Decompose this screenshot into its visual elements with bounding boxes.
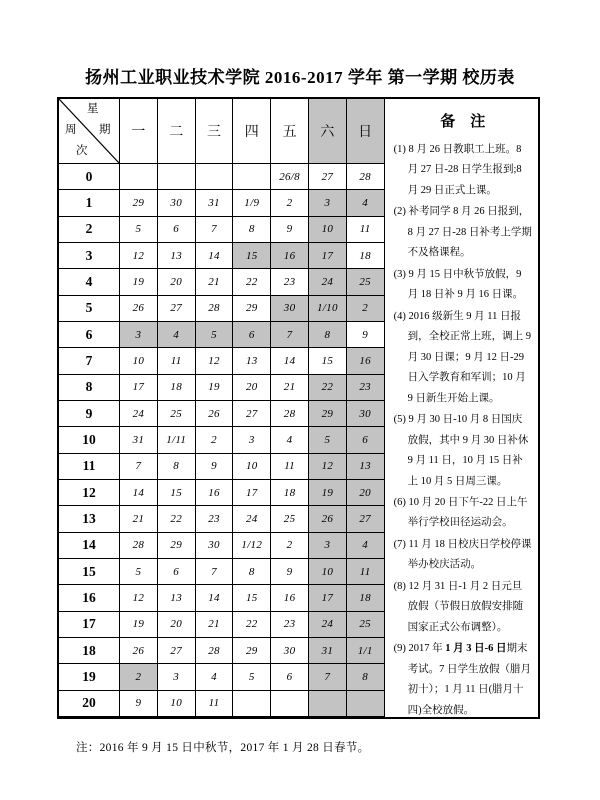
- date-cell-w2-d4: 8: [233, 217, 271, 243]
- date-cell-w20-d5: [271, 691, 309, 717]
- date-cell-w15-d1: 5: [120, 559, 158, 585]
- date-cell-w8-d7: 23: [347, 375, 385, 401]
- remark-note-text: 10 月 20 日下午-22 日上午举行学校田径运动会。: [407, 496, 528, 529]
- remark-note-text: 9 月 30 日-10 月 8 日国庆放假，其中 9 月 30 日补休 9 月 11 日，10 月 15 日补上 10 月 5 日周三课。: [407, 414, 529, 487]
- date-cell-w5-d3: 28: [196, 296, 234, 322]
- date-cell-w17-d4: 22: [233, 612, 271, 638]
- date-cell-w9-d6: 29: [309, 401, 347, 427]
- date-cell-w18-d2: 27: [158, 638, 196, 664]
- date-cell-w6-d2: 4: [158, 322, 196, 348]
- date-cell-w20-d4: [233, 691, 271, 717]
- date-cell-w9-d3: 26: [196, 401, 234, 427]
- remark-note-text: 8 月 26 日教职工上班。8 月 27 日-28 日学生报到;8 月 29 日正式上课。: [407, 144, 522, 196]
- date-cell-w10-d6: 5: [309, 427, 347, 453]
- date-cell-w0-d5: 26/8: [271, 164, 309, 190]
- date-cell-w10-d3: 2: [196, 427, 234, 453]
- date-cell-w4-d4: 22: [233, 269, 271, 295]
- corner-week-char-1: 周: [65, 124, 77, 136]
- remark-note-text: 11 月 18 日校庆日学校停课举办校庆活动。: [407, 538, 532, 571]
- date-cell-w13-d2: 22: [158, 506, 196, 532]
- date-cell-w10-d7: 6: [347, 427, 385, 453]
- date-cell-w16-d6: 17: [309, 585, 347, 611]
- date-cell-w6-d3: 5: [196, 322, 234, 348]
- date-cell-w13-d3: 23: [196, 506, 234, 532]
- week-number-cell-3: 3: [59, 243, 120, 269]
- week-number-cell-0: 0: [59, 164, 120, 190]
- remark-note-4: [394, 307, 532, 409]
- date-cell-w14-d4: 1/12: [233, 533, 271, 559]
- date-cell-w10-d2: 1/11: [158, 427, 196, 453]
- date-cell-w12-d7: 20: [347, 480, 385, 506]
- week-number-cell-13: 13: [59, 506, 120, 532]
- remark-note-2: [394, 202, 532, 263]
- date-cell-w3-d6: 17: [309, 243, 347, 269]
- week-number-cell-16: 16: [59, 585, 120, 611]
- date-cell-w14-d6: 3: [309, 533, 347, 559]
- day-header-1: 一: [120, 99, 158, 164]
- date-cell-w14-d1: 28: [120, 533, 158, 559]
- date-cell-w0-d7: 28: [347, 164, 385, 190]
- date-cell-w17-d5: 23: [271, 612, 309, 638]
- date-cell-w0-d4: [233, 164, 271, 190]
- date-cell-w15-d4: 8: [233, 559, 271, 585]
- date-cell-w6-d6: 8: [309, 322, 347, 348]
- date-cell-w1-d1: 29: [120, 190, 158, 216]
- date-cell-w14-d2: 29: [158, 533, 196, 559]
- calendar-footnote: 注：2016 年 9 月 15 日中秋节，2017 年 1 月 28 日春节。: [76, 742, 370, 754]
- date-cell-w5-d5: 30: [271, 296, 309, 322]
- remark-note-number: (1): [393, 144, 409, 155]
- date-cell-w13-d4: 24: [233, 506, 271, 532]
- week-number-cell-18: 18: [59, 638, 120, 664]
- date-cell-w11-d5: 11: [271, 454, 309, 480]
- date-cell-w18-d1: 26: [120, 638, 158, 664]
- date-cell-w7-d2: 11: [158, 348, 196, 374]
- corner-weekday-char-1: 星: [87, 103, 99, 115]
- date-cell-w15-d3: 7: [196, 559, 234, 585]
- date-cell-w0-d2: [158, 164, 196, 190]
- remark-note-number: (8): [393, 580, 409, 592]
- remark-note-9: [394, 639, 532, 721]
- week-number-cell-1: 1: [59, 190, 120, 216]
- remarks-title: 备 注: [440, 114, 486, 130]
- date-cell-w12-d2: 15: [158, 480, 196, 506]
- week-number-cell-17: 17: [59, 612, 120, 638]
- date-cell-w6-d5: 7: [271, 322, 309, 348]
- date-cell-w7-d5: 14: [271, 348, 309, 374]
- date-cell-w8-d1: 17: [120, 375, 158, 401]
- corner-week-char-2: 次: [76, 145, 88, 157]
- week-number-cell-14: 14: [59, 533, 120, 559]
- date-cell-w4-d5: 23: [271, 269, 309, 295]
- date-cell-w3-d3: 14: [196, 243, 234, 269]
- date-cell-w5-d4: 29: [233, 296, 271, 322]
- date-cell-w8-d2: 18: [158, 375, 196, 401]
- date-cell-w14-d7: 4: [347, 533, 385, 559]
- date-cell-w13-d7: 27: [347, 506, 385, 532]
- date-cell-w0-d1: [120, 164, 158, 190]
- remark-note-number: (3): [393, 268, 409, 280]
- date-cell-w13-d1: 21: [120, 506, 158, 532]
- date-cell-w19-d1: 2: [120, 664, 158, 690]
- date-cell-w20-d3: 11: [196, 691, 234, 717]
- week-number-cell-20: 20: [59, 691, 120, 717]
- date-cell-w11-d2: 8: [158, 454, 196, 480]
- remark-note-text: 2016 级新生 9 月 11 日报到，全校正常上班，调上 9 月 30 日课；9 月 12 日-29 日入学教育和军训；10 月 9 日新生开始上课。: [407, 310, 531, 404]
- week-number-cell-5: 5: [59, 296, 120, 322]
- date-cell-w1-d5: 2: [271, 190, 309, 216]
- date-cell-w2-d2: 6: [158, 217, 196, 243]
- date-cell-w16-d1: 12: [120, 585, 158, 611]
- date-cell-w17-d2: 20: [158, 612, 196, 638]
- date-cell-w2-d5: 9: [271, 217, 309, 243]
- corner-weekday-char-2: 期: [99, 124, 111, 136]
- date-cell-w15-d2: 6: [158, 559, 196, 585]
- date-cell-w4-d7: 25: [347, 269, 385, 295]
- date-cell-w17-d6: 24: [309, 612, 347, 638]
- remark-note-3: [394, 265, 532, 306]
- date-cell-w16-d5: 16: [271, 585, 309, 611]
- date-cell-w2-d1: 5: [120, 217, 158, 243]
- remark-note-number: (5): [393, 414, 409, 426]
- remark-note-1: [394, 140, 532, 201]
- week-number-cell-8: 8: [59, 375, 120, 401]
- week-number-cell-11: 11: [59, 454, 120, 480]
- week-number-cell-15: 15: [59, 559, 120, 585]
- date-cell-w2-d3: 7: [196, 217, 234, 243]
- week-number-cell-10: 10: [59, 427, 120, 453]
- academic-calendar-table: [57, 97, 540, 719]
- date-cell-w6-d1: 3: [120, 322, 158, 348]
- remark-note-text: 期末考试。7 日学生放假（腊月初十）；1 月 11 日(腊月十四)全校放假。: [407, 643, 531, 716]
- date-cell-w3-d1: 12: [120, 243, 158, 269]
- date-cell-w18-d3: 28: [196, 638, 234, 664]
- date-cell-w17-d3: 21: [196, 612, 234, 638]
- date-cell-w7-d1: 10: [120, 348, 158, 374]
- date-cell-w16-d2: 13: [158, 585, 196, 611]
- remark-note-number: (9): [393, 643, 409, 655]
- date-cell-w9-d4: 27: [233, 401, 271, 427]
- remarks-column: [385, 99, 538, 717]
- remark-note-text: 1 月 3 日-6 日: [445, 643, 507, 655]
- date-cell-w9-d5: 28: [271, 401, 309, 427]
- date-cell-w5-d1: 26: [120, 296, 158, 322]
- date-cell-w4-d2: 20: [158, 269, 196, 295]
- date-cell-w10-d1: 31: [120, 427, 158, 453]
- date-cell-w5-d6: 1/10: [309, 296, 347, 322]
- date-cell-w15-d5: 9: [271, 559, 309, 585]
- day-header-4: 四: [233, 99, 271, 164]
- date-cell-w19-d5: 6: [271, 664, 309, 690]
- date-cell-w8-d6: 22: [309, 375, 347, 401]
- date-cell-w9-d7: 30: [347, 401, 385, 427]
- corner-cell: [59, 99, 120, 164]
- week-number-cell-12: 12: [59, 480, 120, 506]
- date-cell-w3-d4: 15: [233, 243, 271, 269]
- date-cell-w17-d1: 19: [120, 612, 158, 638]
- date-cell-w19-d2: 3: [158, 664, 196, 690]
- date-cell-w19-d7: 8: [347, 664, 385, 690]
- date-cell-w16-d3: 14: [196, 585, 234, 611]
- date-cell-w4-d1: 19: [120, 269, 158, 295]
- date-cell-w12-d3: 16: [196, 480, 234, 506]
- date-cell-w18-d6: 31: [309, 638, 347, 664]
- date-cell-w11-d1: 7: [120, 454, 158, 480]
- week-number-cell-4: 4: [59, 269, 120, 295]
- date-cell-w3-d2: 13: [158, 243, 196, 269]
- date-cell-w8-d5: 21: [271, 375, 309, 401]
- remark-note-8: [394, 577, 532, 638]
- date-cell-w15-d6: 10: [309, 559, 347, 585]
- date-cell-w20-d2: 10: [158, 691, 196, 717]
- date-cell-w19-d4: 5: [233, 664, 271, 690]
- date-cell-w7-d3: 12: [196, 348, 234, 374]
- date-cell-w1-d6: 3: [309, 190, 347, 216]
- remark-note-number: (6): [393, 496, 409, 508]
- date-cell-w7-d4: 13: [233, 348, 271, 374]
- date-cell-w11-d6: 12: [309, 454, 347, 480]
- date-cell-w2-d7: 11: [347, 217, 385, 243]
- date-cell-w6-d7: 9: [347, 322, 385, 348]
- date-cell-w18-d5: 30: [271, 638, 309, 664]
- date-cell-w0-d3: [196, 164, 234, 190]
- date-cell-w1-d7: 4: [347, 190, 385, 216]
- date-cell-w17-d7: 25: [347, 612, 385, 638]
- date-cell-w13-d6: 26: [309, 506, 347, 532]
- day-header-6: 六: [309, 99, 347, 164]
- remark-note-number: (7): [393, 538, 409, 550]
- date-cell-w7-d6: 15: [309, 348, 347, 374]
- remark-note-5: [394, 410, 532, 492]
- date-cell-w3-d7: 18: [347, 243, 385, 269]
- date-cell-w20-d7: [347, 691, 385, 717]
- date-cell-w3-d5: 16: [271, 243, 309, 269]
- date-cell-w11-d4: 10: [233, 454, 271, 480]
- date-cell-w20-d6: [309, 691, 347, 717]
- date-cell-w5-d7: 2: [347, 296, 385, 322]
- date-cell-w19-d3: 4: [196, 664, 234, 690]
- date-cell-w20-d1: 9: [120, 691, 158, 717]
- week-number-cell-9: 9: [59, 401, 120, 427]
- remark-note-number: (4): [393, 310, 409, 322]
- date-cell-w4-d3: 21: [196, 269, 234, 295]
- date-cell-w12-d6: 19: [309, 480, 347, 506]
- date-cell-w14-d5: 2: [271, 533, 309, 559]
- remark-note-text: 9 月 15 日中秋节放假，9 月 18 日补 9 月 16 日课。: [407, 268, 524, 301]
- date-cell-w9-d1: 24: [120, 401, 158, 427]
- date-cell-w1-d4: 1/9: [233, 190, 271, 216]
- date-cell-w8-d4: 20: [233, 375, 271, 401]
- remark-note-6: [394, 493, 532, 534]
- date-cell-w2-d6: 10: [309, 217, 347, 243]
- date-cell-w12-d4: 17: [233, 480, 271, 506]
- date-cell-w10-d5: 4: [271, 427, 309, 453]
- date-cell-w18-d7: 1/1: [347, 638, 385, 664]
- remark-note-number: (2): [393, 206, 409, 218]
- date-cell-w18-d4: 29: [233, 638, 271, 664]
- day-header-5: 五: [271, 99, 309, 164]
- remark-note-text: 2017 年: [408, 643, 446, 655]
- page-title: 扬州工业职业技术学院 2016-2017 学年 第一学期 校历表: [85, 68, 515, 87]
- date-cell-w1-d3: 31: [196, 190, 234, 216]
- date-cell-w11-d3: 9: [196, 454, 234, 480]
- date-cell-w8-d3: 19: [196, 375, 234, 401]
- date-cell-w19-d6: 7: [309, 664, 347, 690]
- week-number-cell-7: 7: [59, 348, 120, 374]
- date-cell-w0-d6: 27: [309, 164, 347, 190]
- week-number-cell-19: 19: [59, 664, 120, 690]
- date-cell-w5-d2: 27: [158, 296, 196, 322]
- remark-note-text: 补考同学 8 月 26 日报到，8 月 27 日-28 日补考上学期不及格课程。: [407, 206, 532, 259]
- date-cell-w14-d3: 30: [196, 533, 234, 559]
- date-cell-w10-d4: 3: [233, 427, 271, 453]
- date-cell-w9-d2: 25: [158, 401, 196, 427]
- date-cell-w7-d7: 16: [347, 348, 385, 374]
- date-cell-w16-d4: 15: [233, 585, 271, 611]
- date-cell-w16-d7: 18: [347, 585, 385, 611]
- week-number-cell-6: 6: [59, 322, 120, 348]
- date-cell-w4-d6: 24: [309, 269, 347, 295]
- date-cell-w11-d7: 13: [347, 454, 385, 480]
- date-cell-w12-d5: 18: [271, 480, 309, 506]
- day-header-7: 日: [347, 99, 385, 164]
- date-cell-w13-d5: 25: [271, 506, 309, 532]
- remark-note-7: [394, 535, 532, 576]
- day-header-2: 二: [158, 99, 196, 164]
- remark-note-text: 12 月 31 日-1 月 2 日元旦放假（节假日放假安排随国家正式公布调整）。: [407, 580, 524, 633]
- date-cell-w1-d2: 30: [158, 190, 196, 216]
- day-header-3: 三: [196, 99, 234, 164]
- date-cell-w6-d4: 6: [233, 322, 271, 348]
- date-cell-w15-d7: 11: [347, 559, 385, 585]
- date-cell-w12-d1: 14: [120, 480, 158, 506]
- week-number-cell-2: 2: [59, 217, 120, 243]
